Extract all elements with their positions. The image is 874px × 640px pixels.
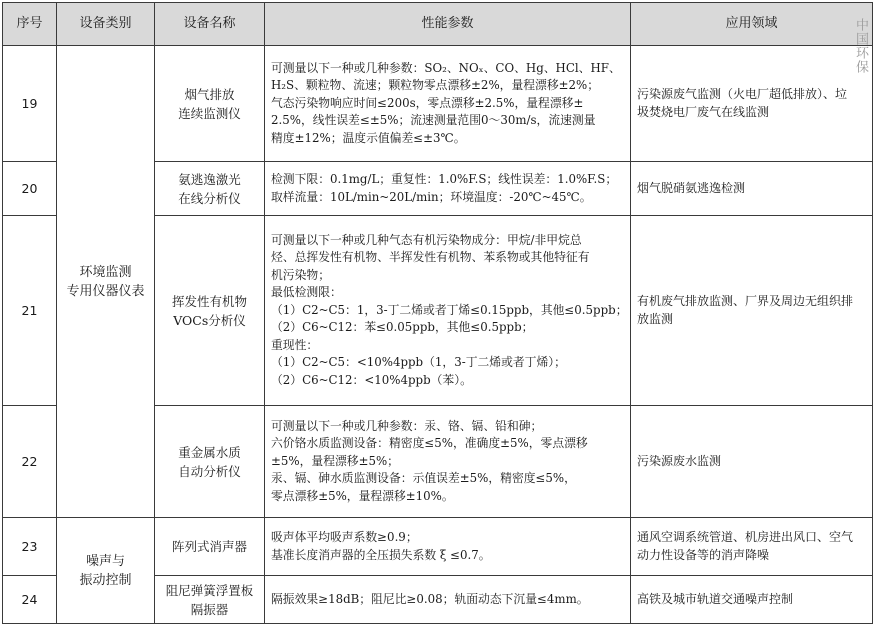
application-field: 污染源废水监测 <box>631 406 873 518</box>
row-number: 24 <box>3 576 57 624</box>
performance-params: 检测下限：0.1mg/L；重复性：1.0%F.S；线性误差：1.0%F.S； 取样流量：10L/min~20L/min；环境温度：-20℃~45℃。 <box>265 162 631 216</box>
equipment-name: 阻尼弹簧浮置板 隔振器 <box>155 576 265 624</box>
equipment-name: 阵列式消声器 <box>155 518 265 576</box>
application-field: 有机废气排放监测、厂界及周边无组织排 放监测 <box>631 216 873 406</box>
watermark: 中国环保 <box>853 18 868 74</box>
header-no: 序号 <box>3 3 57 46</box>
equipment-name: 氨逃逸激光 在线分析仪 <box>155 162 265 216</box>
performance-params: 可测量以下一种或几种参数：SO₂、NOₓ、CO、Hg、HCl、HF、 H₂S、颗粒物、流速；颗粒物零点漂移±2%，量程漂移±2%； 气态污染物响应时间≤200s，零点漂移±2.5%，量程漂移± 2.5%，线性误差≤±5%；流速测量范围0～30m/s，流速测量 精度±12%；温度示值偏差≤±3℃。 <box>265 46 631 162</box>
performance-params: 隔振效果≥18dB；阻尼比≥0.08；轨面动态下沉量≤4mm。 <box>265 576 631 624</box>
application-field: 烟气脱硝氨逃逸检测 <box>631 162 873 216</box>
category-cell: 环境监测 专用仪器仪表 <box>57 46 155 518</box>
row-number: 23 <box>3 518 57 576</box>
header-perf: 性能参数 <box>265 3 631 46</box>
application-field: 通风空调系统管道、机房进出风口、空气 动力性设备等的消声降噪 <box>631 518 873 576</box>
row-number: 21 <box>3 216 57 406</box>
equipment-name: 挥发性有机物 VOCs分析仪 <box>155 216 265 406</box>
performance-params: 吸声体平均吸声系数≥0.9； 基准长度消声器的全压损失系数 ξ ≤0.7。 <box>265 518 631 576</box>
equipment-name: 重金属水质 自动分析仪 <box>155 406 265 518</box>
row-number: 19 <box>3 46 57 162</box>
row-number: 22 <box>3 406 57 518</box>
row-number: 20 <box>3 162 57 216</box>
equipment-name: 烟气排放 连续监测仪 <box>155 46 265 162</box>
header-name: 设备名称 <box>155 3 265 46</box>
category-cell: 噪声与 振动控制 <box>57 518 155 624</box>
application-field: 高铁及城市轨道交通噪声控制 <box>631 576 873 624</box>
performance-params: 可测量以下一种或几种参数：汞、铬、镉、铅和砷； 六价铬水质监测设备：精密度≤5%，准确度±5%，零点漂移 ±5%，量程漂移±5%； 汞、镉、砷水质监测设备：示值误差±5%，精密度≤5%， 零点漂移±5%，量程漂移±10%。 <box>265 406 631 518</box>
performance-params: 可测量以下一种或几种气态有机污染物成分：甲烷/非甲烷总 烃、总挥发性有机物、半挥发性有机物、苯系物或其他特征有 机污染物； 最低检测限： （1）C2~C5：1，3-丁二烯或者丁烯≤0.15ppb，其他≤0.5ppb； （2）C6~C12：苯≤0.05ppb，其他≤0.5ppb； 重现性： （1）C2~C5：<10%4ppb（1，3-丁二烯或者丁烯）； （2）C6~C12：<10%4ppb（苯）。 <box>265 216 631 406</box>
equipment-table <box>2 2 873 624</box>
header-app: 应用领域 <box>631 3 873 46</box>
table-row <box>3 46 873 162</box>
table-row <box>3 518 873 576</box>
header-category: 设备类别 <box>57 3 155 46</box>
application-field: 污染源废气监测（火电厂超低排放）、垃 圾焚烧电厂废气在线监测 <box>631 46 873 162</box>
header-row <box>3 3 873 46</box>
